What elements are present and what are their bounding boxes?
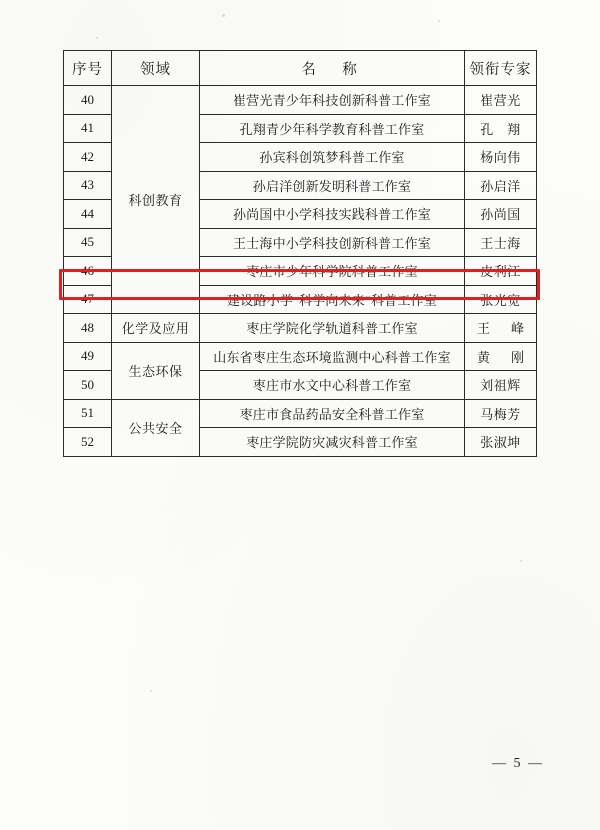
table-row	[64, 399, 537, 428]
row-expert: 黄 刚	[465, 342, 537, 371]
row-expert: 王士海	[465, 228, 537, 257]
table-row	[64, 342, 537, 371]
row-field-ecology: 生态环保	[112, 342, 200, 399]
column-header-name: 名 称	[200, 51, 465, 86]
row-expert: 孔 翔	[465, 114, 537, 143]
row-expert: 崔营光	[465, 86, 537, 115]
row-field-kechuang: 科创教育	[112, 86, 200, 314]
table-header-row	[64, 51, 537, 86]
row-no: 42	[64, 143, 112, 172]
row-no: 41	[64, 114, 112, 143]
row-no: 44	[64, 200, 112, 229]
row-name: 建设路小学“科学向未来”科普工作室	[200, 285, 465, 314]
page-number: — 5 —	[492, 756, 544, 771]
row-no: 49	[64, 342, 112, 371]
row-expert: 张淑坤	[465, 428, 537, 457]
table-header	[64, 51, 537, 86]
row-name: 枣庄市水文中心科普工作室	[200, 371, 465, 400]
paper-speck	[96, 37, 98, 39]
row-expert: 皮利江	[465, 257, 537, 286]
column-header-field: 领域	[112, 51, 200, 86]
workstation-table-container	[63, 50, 536, 457]
workstation-table	[63, 50, 537, 457]
row-no: 46	[64, 257, 112, 286]
row-name: 枣庄学院防灾减灾科普工作室	[200, 428, 465, 457]
row-expert: 刘祖辉	[465, 371, 537, 400]
row-name: 枣庄市食品药品安全科普工作室	[200, 399, 465, 428]
row-no: 50	[64, 371, 112, 400]
table-row	[64, 314, 537, 343]
paper-speck	[438, 20, 440, 22]
row-field-chemistry: 化学及应用	[112, 314, 200, 343]
row-no: 51	[64, 399, 112, 428]
column-header-no: 序号	[64, 51, 112, 86]
row-expert: 孙尚国	[465, 200, 537, 229]
row-name: 枣庄学院化学轨道科普工作室	[200, 314, 465, 343]
column-header-expert: 领衔专家	[465, 51, 537, 86]
row-expert: 马梅芳	[465, 399, 537, 428]
row-expert: 张光宽	[465, 285, 537, 314]
paper-speck	[150, 690, 152, 692]
row-no: 47	[64, 285, 112, 314]
row-no: 40	[64, 86, 112, 115]
row-expert: 孙启洋	[465, 171, 537, 200]
row-name: 崔营光青少年科技创新科普工作室	[200, 86, 465, 115]
row-name: 孙尚国中小学科技实践科普工作室	[200, 200, 465, 229]
row-field-public-safety: 公共安全	[112, 399, 200, 456]
table-body	[64, 86, 537, 457]
paper-speck	[222, 14, 225, 17]
row-name: 孔翔青少年科学教育科普工作室	[200, 114, 465, 143]
row-no: 45	[64, 228, 112, 257]
row-expert: 王 峰	[465, 314, 537, 343]
row-no: 52	[64, 428, 112, 457]
paper-speck	[520, 560, 522, 562]
row-expert: 杨向伟	[465, 143, 537, 172]
row-no: 43	[64, 171, 112, 200]
row-name: 孙启洋创新发明科普工作室	[200, 171, 465, 200]
row-name: 孙宾科创筑梦科普工作室	[200, 143, 465, 172]
row-name: 王士海中小学科技创新科普工作室	[200, 228, 465, 257]
row-no: 48	[64, 314, 112, 343]
row-name: 山东省枣庄生态环境监测中心科普工作室	[200, 342, 465, 371]
row-name: 枣庄市少年科学院科普工作室	[200, 257, 465, 286]
table-row	[64, 86, 537, 115]
